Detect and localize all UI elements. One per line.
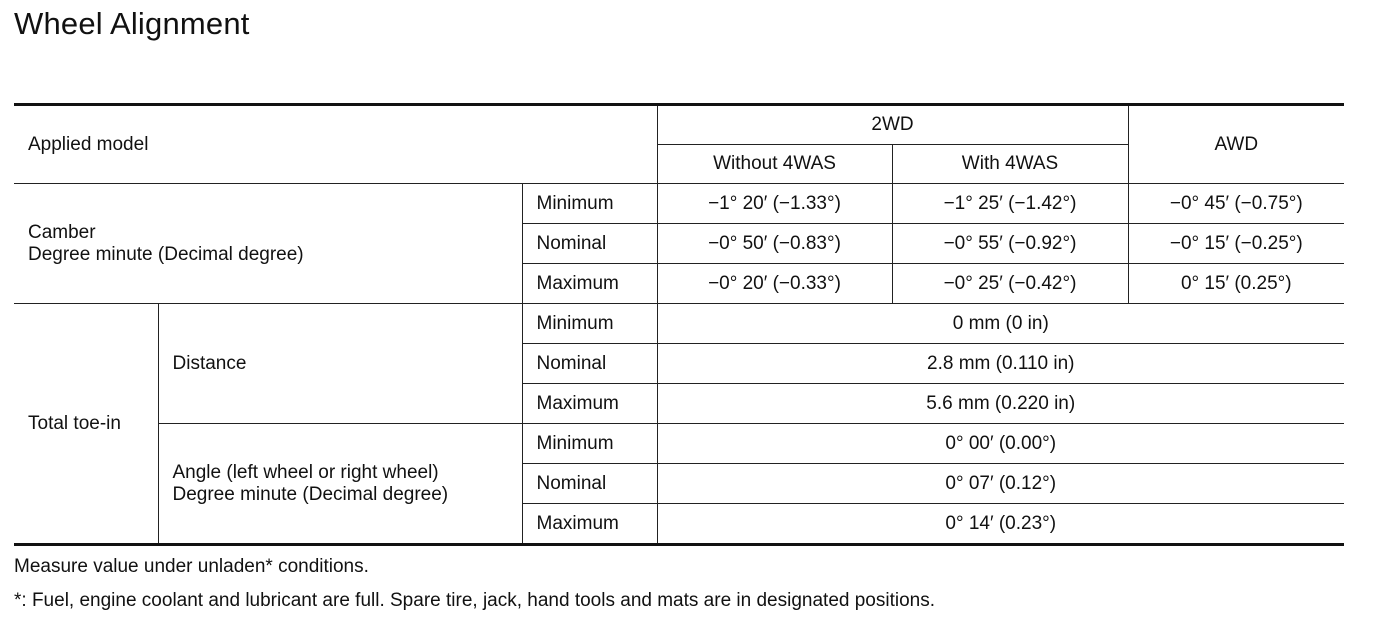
unladen-definition-note: *: Fuel, engine coolant and lubricant are full. Spare tire, jack, hand tools and mats are in designated positions. [14,590,935,611]
level-label: Maximum [522,264,657,304]
level-label: Minimum [522,304,657,344]
level-label: Nominal [522,224,657,264]
camber-value-cell: −0° 20′ (−0.33°) [657,264,892,304]
camber-value-cell: −0° 50′ (−0.83°) [657,224,892,264]
camber-value-cell: −0° 55′ (−0.92°) [892,224,1128,264]
camber-value-cell: −0° 45′ (−0.75°) [1128,184,1344,224]
camber-label-line1: Camber [28,221,96,243]
awd-header: AWD [1128,105,1344,184]
level-label: Maximum [522,504,657,545]
unladen-note: Measure value under unladen* conditions. [14,556,369,577]
footnotes [14,550,935,618]
wheel-alignment-table [14,103,1344,546]
2wd-header: 2WD [657,105,1128,145]
angle-label-line1: Angle (left wheel or right wheel) [172,461,439,483]
without-4was-header: Without 4WAS [657,145,892,184]
camber-value-cell: 0° 15′ (0.25°) [1128,264,1344,304]
with-4was-header: With 4WAS [892,145,1128,184]
distance-value-cell: 5.6 mm (0.220 in) [657,384,1344,424]
distance-value-cell: 0 mm (0 in) [657,304,1344,344]
level-label: Minimum [522,184,657,224]
camber-value-cell: −0° 25′ (−0.42°) [892,264,1128,304]
camber-value-cell: −1° 20′ (−1.33°) [657,184,892,224]
table-header-row [14,105,1344,145]
angle-label-line2: Degree minute (Decimal degree) [172,483,449,505]
camber-label [14,184,522,304]
camber-value-cell: −0° 15′ (−0.25°) [1128,224,1344,264]
table-row [14,184,1344,224]
camber-value-cell: −1° 25′ (−1.42°) [892,184,1128,224]
total-toe-in-label: Total toe-in [14,304,158,545]
level-label: Maximum [522,384,657,424]
angle-value-cell: 0° 00′ (0.00°) [657,424,1344,464]
applied-model-header: Applied model [14,105,657,184]
angle-label [158,424,522,545]
table-row [14,304,1344,344]
distance-value-cell: 2.8 mm (0.110 in) [657,344,1344,384]
level-label: Minimum [522,424,657,464]
level-label: Nominal [522,464,657,504]
angle-value-cell: 0° 07′ (0.12°) [657,464,1344,504]
page-title: Wheel Alignment [14,6,250,41]
camber-label-line2: Degree minute (Decimal degree) [28,243,304,265]
table-row [14,424,1344,464]
level-label: Nominal [522,344,657,384]
angle-value-cell: 0° 14′ (0.23°) [657,504,1344,545]
distance-label: Distance [158,304,522,424]
